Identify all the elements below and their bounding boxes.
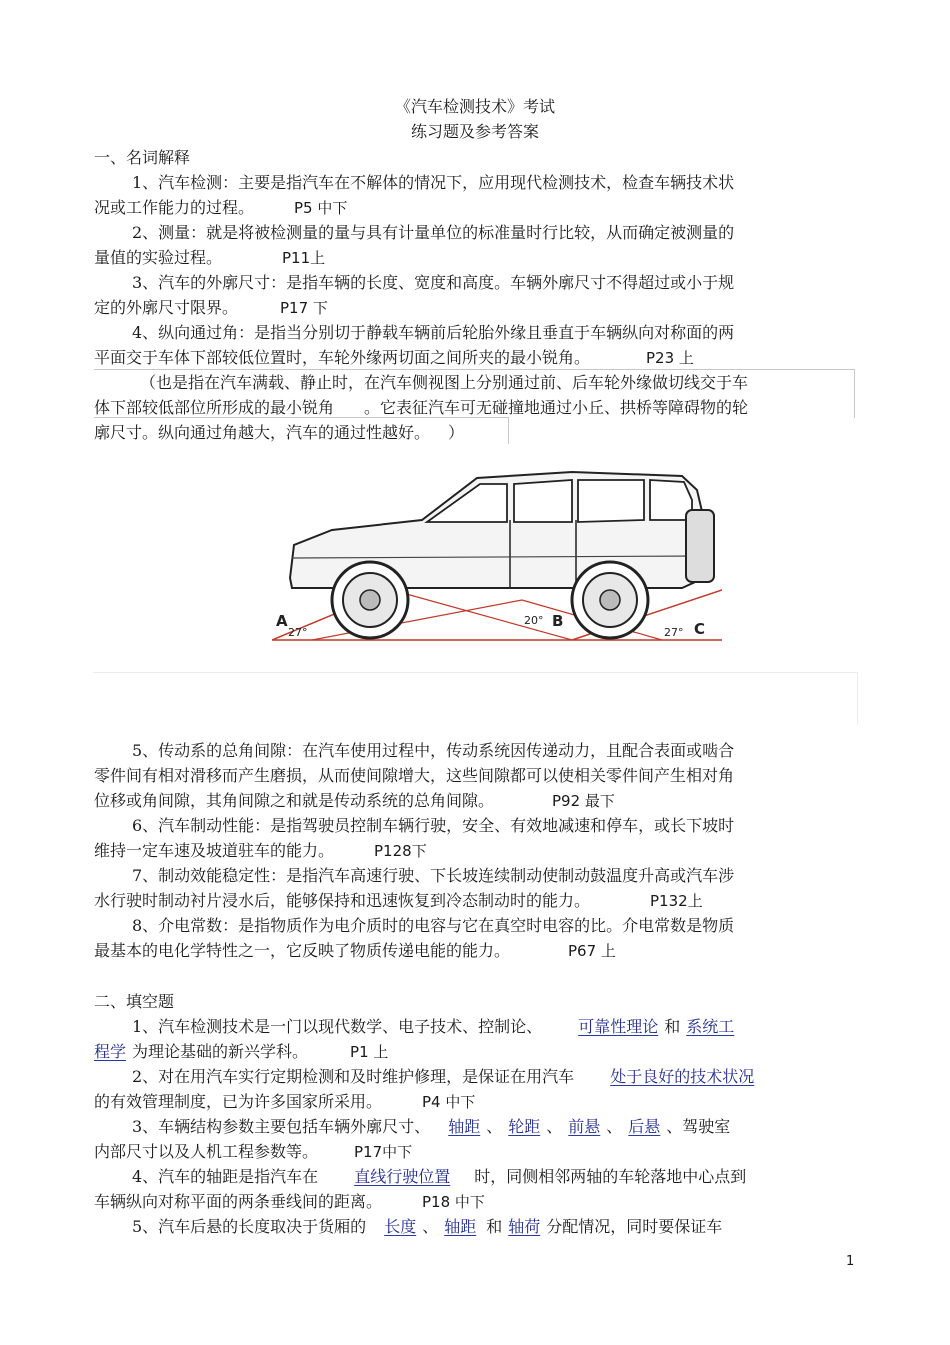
answer-blank: 程学 <box>94 1042 127 1061</box>
page-ref: P92 最下 <box>552 792 615 810</box>
label-b: B <box>552 612 564 630</box>
term-5-line3: 位移或角间隙，其角间隙之和就是传动系统的总角间隙。 P92 最下 <box>94 791 615 810</box>
blank-panel <box>93 672 858 725</box>
term-8-line2: 最基本的电化学特性之一，它反映了物质传递电能的能力。 P67 上 <box>94 941 616 960</box>
term-8-line1: 8、介电常数：是指物质作为电介质时的电容与它在真空时电容的比。介电常数是物质 <box>132 916 735 935</box>
term-5-line1: 5、传动系的总角间隙：在汽车使用过程中，传动系统因传递动力，且配合表面或啮合 <box>132 741 735 760</box>
term-3-line1: 3、汽车的外廓尺寸：是指车辆的长度、宽度和高度。车辆外廓尺寸不得超过或小于规 <box>132 273 735 292</box>
fill-3-line1: 3、车辆结构参数主要包括车辆外廓尺寸、 轴距 、 轮距 、 前悬 、 后悬 、驾驶室 <box>132 1117 731 1136</box>
angle-a-label: 27° <box>288 626 308 639</box>
term-6-line1: 6、汽车制动性能：是指驾驶员控制车辆行驶，安全、有效地减速和停车，或长下坡时 <box>132 816 735 835</box>
answer-blank: 直线行驶位置 <box>354 1167 451 1186</box>
term-1-line1: 1、汽车检测：主要是指汽车在不解体的情况下，应用现代检测技术，检查车辆技术状 <box>132 173 735 192</box>
page-ref: P67 上 <box>568 942 616 960</box>
doc-subtitle: 练习题及参考答案 <box>410 122 539 141</box>
page-ref: P128下 <box>374 842 427 860</box>
term-4-line1: 4、纵向通过角：是指当分别切于静载车辆前后轮胎外缘且垂直于车辆纵向对称面的两 <box>132 323 735 342</box>
angle-b-label: 20° <box>524 614 544 627</box>
term-5-line2: 零件间有相对滑移而产生磨损，从而使间隙增大，这些间隙都可以使相关零件间产生相对角 <box>94 766 735 785</box>
section-heading-fill: 二、填空题 <box>94 992 175 1011</box>
term-4-note-line1: （也是指在汽车满载、静止时，在汽车侧视图上分别通过前、后车轮外缘做切线交于车 <box>140 373 749 392</box>
page-ref: P11上 <box>282 249 326 267</box>
label-c: C <box>694 620 706 638</box>
page-ref: P132上 <box>650 892 703 910</box>
answer-blank: 处于良好的技术状况 <box>610 1067 755 1086</box>
answer-blank: 可靠性理论 <box>578 1017 659 1036</box>
label-a: A <box>276 612 288 630</box>
term-6-line2: 维持一定车速及坡道驻车的能力。 P128下 <box>94 841 427 860</box>
fill-4-line1: 4、汽车的轴距是指汽车在 直线行驶位置 时，同侧相邻两轴的车轮落地中心点到 <box>132 1167 747 1186</box>
term-7-line1: 7、制动效能稳定性：是指汽车高速行驶、下长坡连续制动使制动鼓温度升高或汽车涉 <box>132 866 735 885</box>
term-2-line2: 量值的实验过程。 P11上 <box>94 248 326 267</box>
page-ref: P5 中下 <box>294 199 348 217</box>
suv-side-view-diagram <box>272 450 722 660</box>
answer-blank: 轴距 <box>444 1217 477 1236</box>
fill-2-line2: 的有效管理制度，已为许多国家所采用。 P4 中下 <box>94 1092 476 1111</box>
angle-c-label: 27° <box>664 626 684 639</box>
doc-title: 《汽车检测技术》考试 <box>394 97 555 116</box>
fill-2-line1: 2、对在用汽车实行定期检测和及时维护修理，是保证在用汽车 处于良好的技术状况 <box>132 1066 760 1088</box>
term-1-line2: 况或工作能力的过程。 P5 中下 <box>94 198 348 217</box>
page-ref: P1 上 <box>350 1043 389 1061</box>
term-2-line1: 2、测量：就是将被检测量的量与具有计量单位的标准量时行比较，从而确定被测量的 <box>132 223 735 242</box>
fill-5-line1: 5、汽车后悬的长度取决于货厢的 长度 、 轴距 和 轴荷 分配情况，同时要保证车 <box>132 1217 723 1236</box>
answer-blank: 轴荷 <box>508 1217 541 1236</box>
page-ref: P17中下 <box>354 1143 413 1161</box>
fill-1-line2: 程学 为理论基础的新兴学科。 P1 上 <box>94 1042 389 1061</box>
answer-blank: 系统工 <box>686 1017 735 1036</box>
term-7-line2: 水行驶时制动衬片浸水后，能够保持和迅速恢复到冷态制动时的能力。 P132上 <box>94 891 703 910</box>
term-3-line2: 定的外廓尺寸限界。 P17 下 <box>94 298 328 317</box>
page-ref: P17 下 <box>280 299 328 317</box>
fill-1-line1: 1、汽车检测技术是一门以现代数学、电子技术、控制论、 可靠性理论 和 系统工 <box>132 1016 740 1038</box>
fill-4-line2: 车辆纵向对称平面的两条垂线间的距离。 P18 中下 <box>94 1192 485 1211</box>
vehicle-ramp-angle-figure <box>272 450 722 660</box>
page-number: 1 <box>846 1254 855 1269</box>
term-4-note-line3: 廓尺寸。纵向通过角越大，汽车的通过性越好。 ） <box>94 423 465 442</box>
answer-blank: 后悬 <box>628 1117 661 1136</box>
page-ref: P4 中下 <box>422 1093 476 1111</box>
section-heading-terms: 一、名词解释 <box>94 148 191 167</box>
term-4-line2: 平面交于车体下部较低位置时，车轮外缘两切面之间所夹的最小锐角。 P23 上 <box>94 348 694 367</box>
answer-blank: 轮距 <box>508 1117 541 1136</box>
answer-blank: 轴距 <box>448 1117 481 1136</box>
page-ref: P18 中下 <box>422 1193 485 1211</box>
page-ref: P23 上 <box>646 349 694 367</box>
fill-3-line2: 内部尺寸以及人机工程参数等。 P17中下 <box>94 1142 413 1161</box>
answer-blank: 前悬 <box>568 1117 601 1136</box>
term-4-note-line2: 体下部较低部位所形成的最小锐角 。它表征汽车可无碰撞地通过小丘、拱桥等障碍物的轮 <box>94 398 749 417</box>
answer-blank: 长度 <box>384 1217 417 1236</box>
